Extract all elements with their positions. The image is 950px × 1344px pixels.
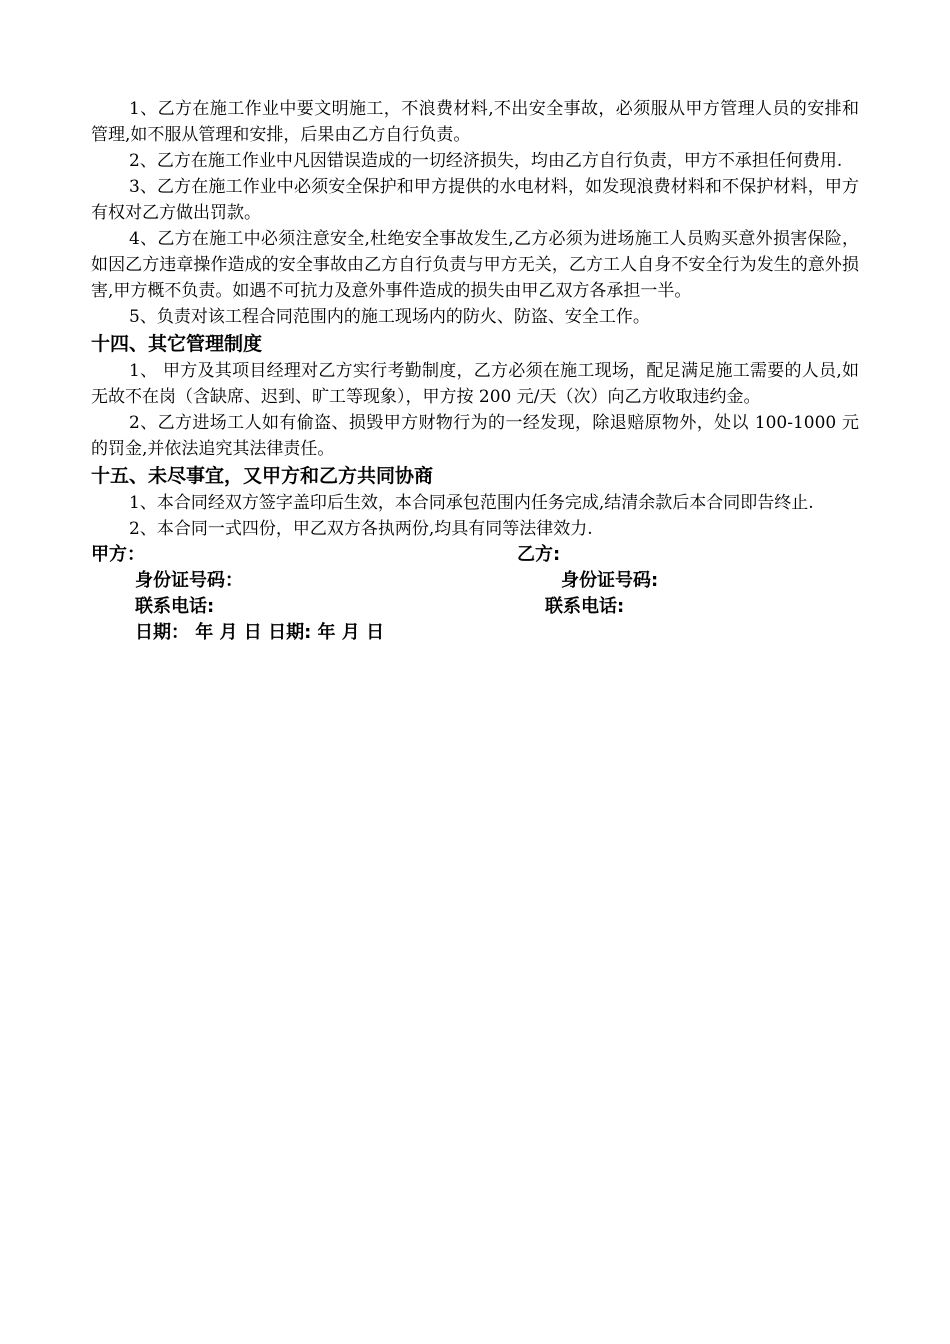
clause-13-3: 3、乙方在施工作业中必须安全保护和甲方提供的水电材料，如发现浪费材料和不保护材料，甲方有权对乙方做出罚款。 [91,177,859,223]
signature-block [91,542,859,646]
clause-14-1: 1、 甲方及其项目经理对乙方实行考勤制度，乙方必须在施工现场，配足满足施工需要的人员,如无故不在岗（含缺席、迟到、旷工等现象），甲方按 200 元/天（次）向乙方收取违约金。 [91,361,859,407]
signature-party-row [91,542,859,568]
document-page [91,96,859,646]
clause-13-2: 2、乙方在施工作业中凡因错误造成的一切经济损失，均由乙方自行负责，甲方不承担任何费用. [129,151,843,171]
signature-phone-row [91,594,859,620]
clause-13-5: 5、负责对该工程合同范围内的施工现场内的防火、防盗、安全工作。 [129,307,650,327]
clause-14-2: 2、乙方进场工人如有偷盗、损毁甲方财物行为的一经发现，除退赔原物外，处以 100-1000 元的罚金,并依法追究其法律责任。 [91,413,859,459]
signature-date-row [91,620,859,646]
clause-13-1: 1、乙方在施工作业中要文明施工，不浪费材料,不出安全事故，必须服从甲方管理人员的安排和管理,如不服从管理和安排，后果由乙方自行负责。 [91,99,859,145]
party-b-label: 乙方: [517,544,561,565]
date-line: 日期： 年 月 日 日期: 年 月 日 [135,622,385,643]
party-a-phone-label: 联系电话: [135,596,215,617]
clause-15-2: 2、本合同一式四份，甲乙双方各执两份,均具有同等法律效力. [129,519,593,539]
party-b-id-label: 身份证号码: [561,570,659,591]
party-a-id-label: 身份证号码： [135,570,243,591]
section-14-heading: 十四、其它管理制度 [91,333,263,355]
section-15-heading: 十五、未尽事宜，又甲方和乙方共同协商 [91,465,434,487]
party-a-label: 甲方： [91,544,145,565]
clause-13-4: 4、乙方在施工中必须注意安全,杜绝安全事故发生,乙方必须为进场施工人员购买意外损害保险，如因乙方违章操作造成的安全事故由乙方自行负责与甲方无关，乙方工人自身不安全行为发生的意外损害,甲方概不负责。如遇不可抗力及意外事件造成的损失由甲乙双方各承担一半。 [91,229,859,301]
clause-15-1: 1、本合同经双方签字盖印后生效，本合同承包范围内任务完成,结清余款后本合同即告终止. [129,493,814,513]
signature-id-row [91,568,859,594]
party-b-phone-label: 联系电话: [545,596,625,617]
